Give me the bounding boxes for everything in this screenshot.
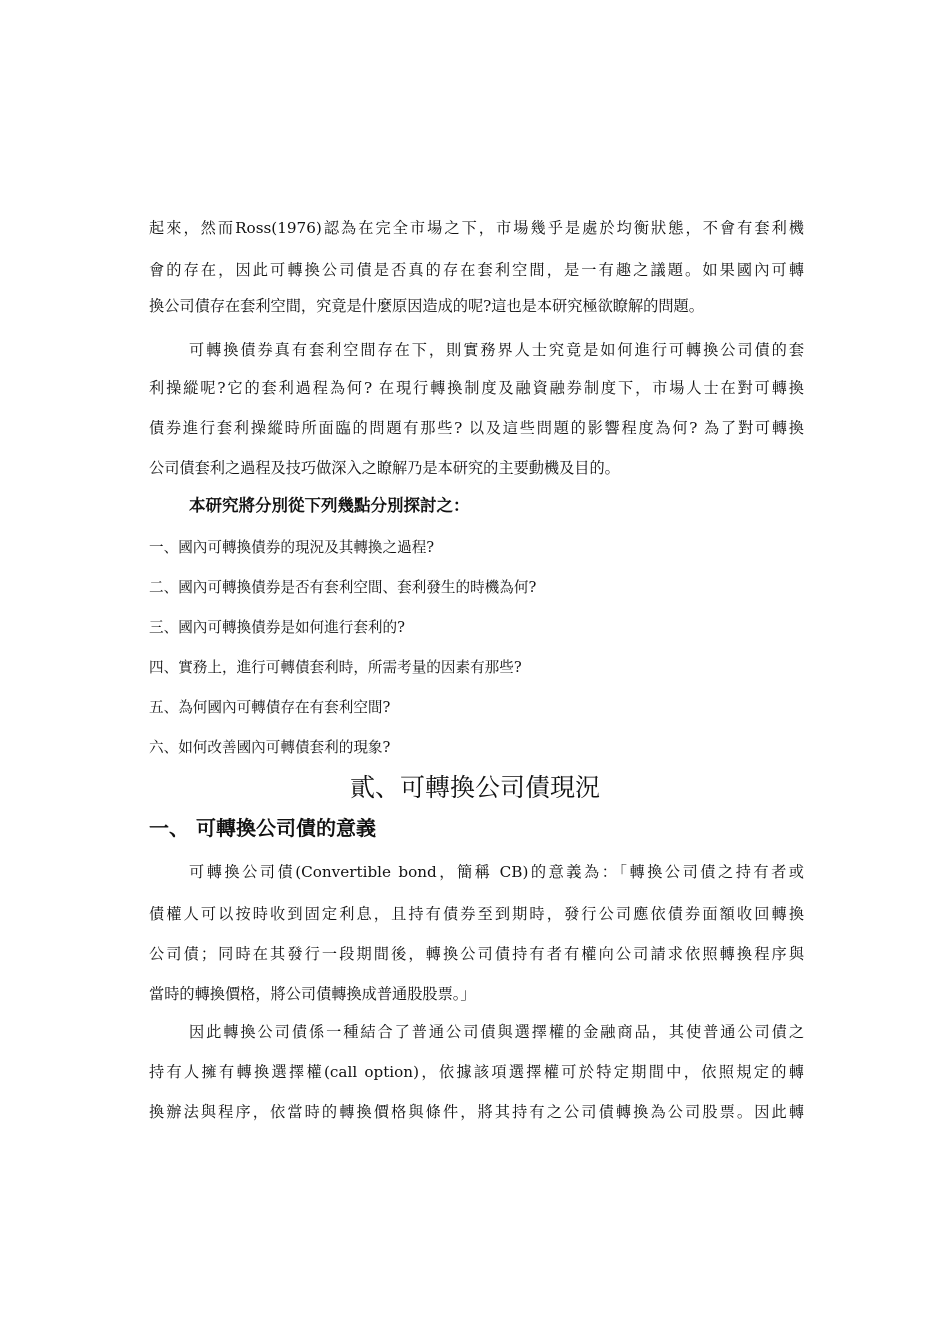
definition-line-1: 可轉換公司債(Convertible bond，簡稱 CB)的意義為：「轉換公司債之持有者或: [189, 863, 804, 881]
intro-line-3: 換公司債存在套利空間，究竟是什麼原因造成的呢?這也是本研究極欲瞭解的問題。: [149, 297, 704, 315]
intro-line-1: 起來，然而Ross(1976)認為在完全市場之下，市場幾乎是處於均衡狀態，不會有套利機: [149, 219, 804, 237]
research-point-2: 二、國內可轉換債券是否有套利空間、套利發生的時機為何?: [149, 579, 537, 596]
section-title: 一、 可轉換公司債的意義: [149, 816, 376, 840]
motivation-line-2: 利操縱呢?它的套利過程為何? 在現行轉換制度及融資融券制度下，市場人士在對可轉換: [149, 379, 804, 397]
research-point-4: 四、實務上，進行可轉債套利時，所需考量的因素有那些?: [149, 659, 522, 676]
research-point-1: 一、國內可轉換債券的現況及其轉換之過程?: [149, 539, 435, 556]
intro-line-2: 會的存在，因此可轉換公司債是否真的存在套利空間，是一有趣之議題。如果國內可轉: [149, 261, 804, 279]
explanation-line-3: 換辦法與程序，依當時的轉換價格與條件，將其持有之公司債轉換為公司股票。因此轉: [149, 1103, 804, 1121]
research-point-6: 六、如何改善國內可轉債套利的現象?: [149, 739, 391, 756]
explanation-line-2: 持有人擁有轉換選擇權(call option)，依據該項選擇權可於特定期間中，依照規定的轉: [149, 1063, 804, 1081]
motivation-line-4: 公司債套利之過程及技巧做深入之瞭解乃是本研究的主要動機及目的。: [149, 459, 620, 477]
explanation-line-1: 因此轉換公司債係一種結合了普通公司債與選擇權的金融商品，其使普通公司債之: [189, 1023, 804, 1041]
definition-line-3: 公司債；同時在其發行一段期間後，轉換公司債持有者有權向公司請求依照轉換程序與: [149, 945, 804, 963]
chapter-title: 貳、可轉換公司債現況: [349, 773, 600, 802]
definition-line-2: 債權人可以按時收到固定利息，且持有債券至到期時，發行公司應依債券面額收回轉換: [149, 905, 804, 923]
research-point-3: 三、國內可轉換債券是如何進行套利的?: [149, 619, 405, 636]
research-points-lead: 本研究將分別從下列幾點分別探討之：: [189, 496, 470, 515]
definition-line-4: 當時的轉換價格，將公司債轉換成普通股股票。」: [149, 985, 476, 1003]
research-point-5: 五、為何國內可轉債存在有套利空間?: [149, 699, 391, 716]
motivation-line-1: 可轉換債券真有套利空間存在下，則實務界人士究竟是如何進行可轉換公司債的套: [189, 341, 804, 359]
motivation-line-3: 債券進行套利操縱時所面臨的問題有那些? 以及這些問題的影響程度為何? 為了對可轉換: [149, 419, 804, 437]
